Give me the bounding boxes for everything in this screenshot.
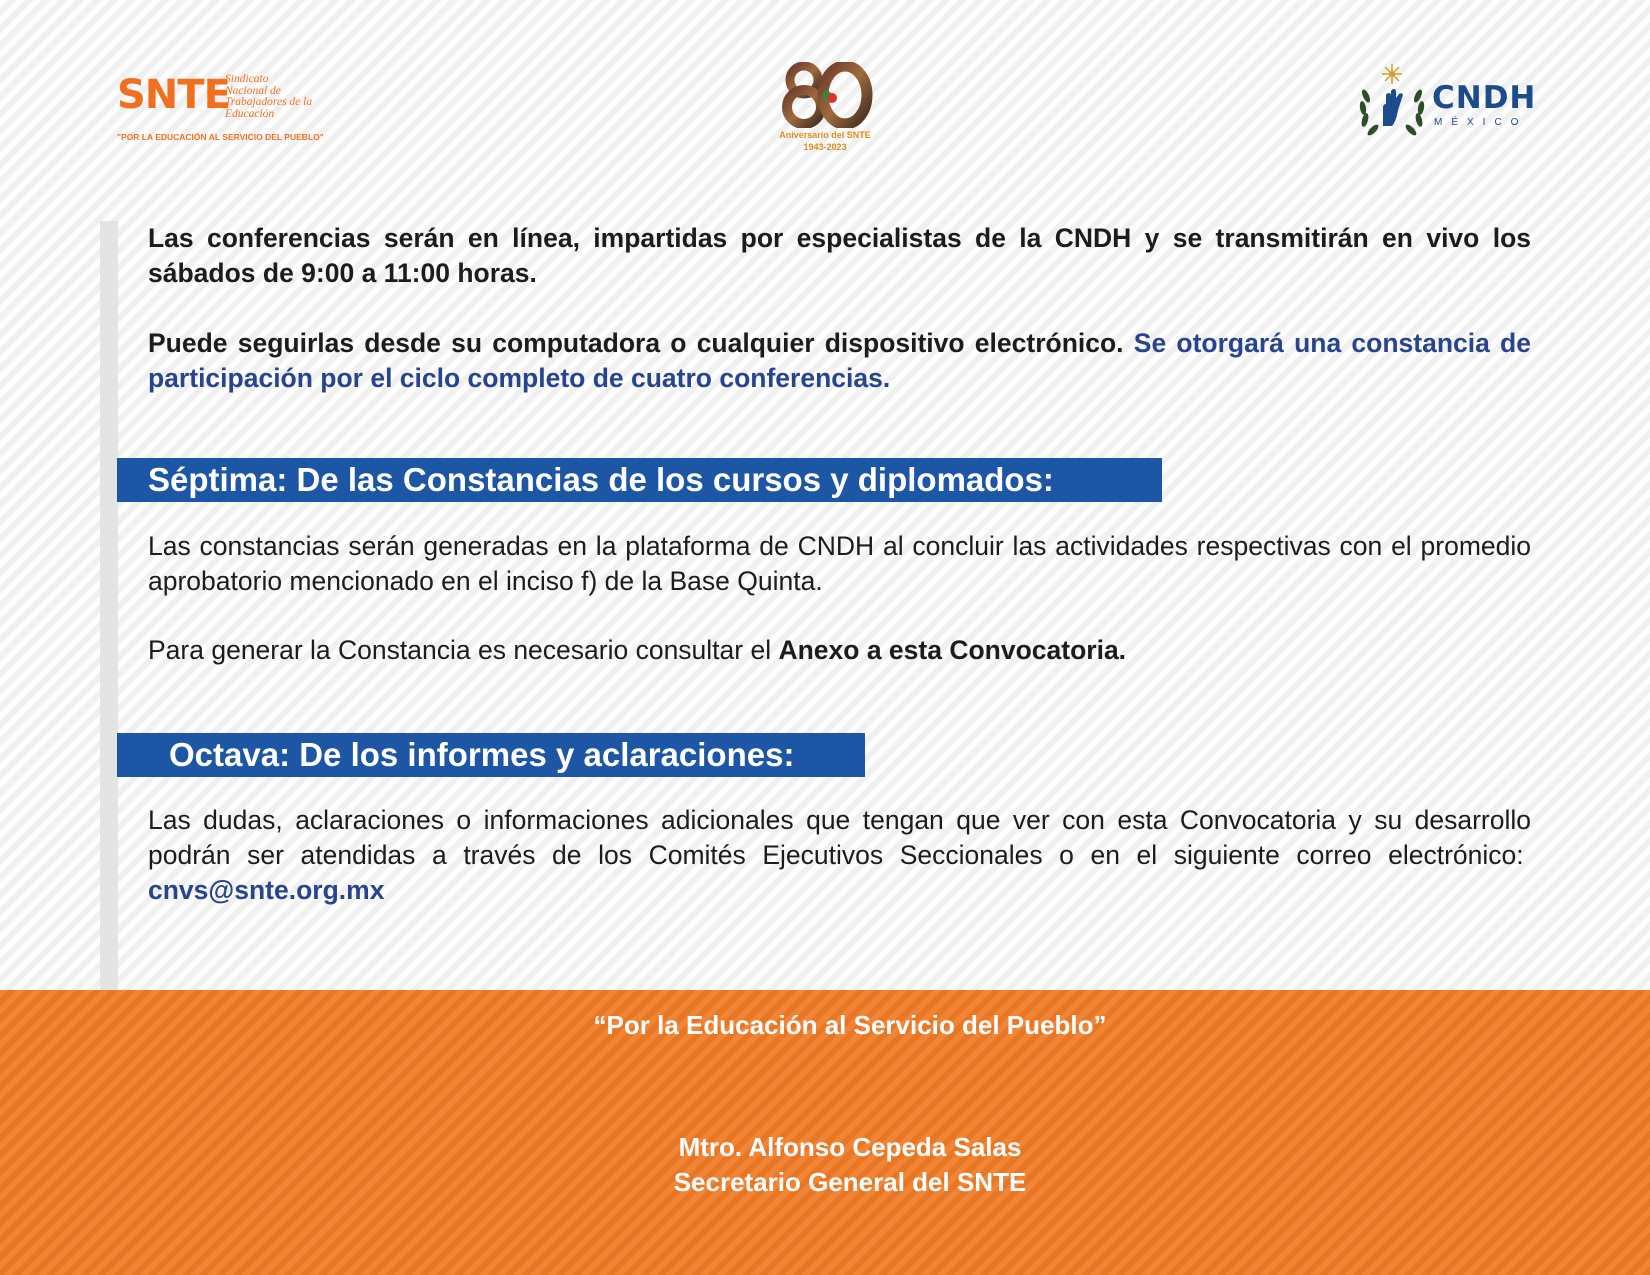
cndh-logo xyxy=(1352,62,1537,140)
conferences-device-lead: Puede seguirlas desde su computadora o cualquier dispositivo electrónico. xyxy=(148,328,1124,358)
conferences-device-paragraph xyxy=(148,326,1531,396)
anniversary-caption-1: Aniversario del SNTE xyxy=(779,130,871,140)
cndh-logo-abbr: CNDH xyxy=(1432,80,1537,116)
snte-logo-fullname: Sindicato Nacional de Trabajadores de la Educación xyxy=(225,73,313,120)
cndh-logo-country: MÉXICO xyxy=(1434,117,1528,128)
section-octava-title: Octava: De los informes y aclaraciones: xyxy=(117,733,865,777)
anniversary-80-logo xyxy=(770,62,880,152)
footer-band xyxy=(0,990,1650,1275)
septima-annex-lead: Para generar la Constancia es necesario consultar el xyxy=(148,635,772,665)
anniversary-80-emblem-icon xyxy=(775,62,875,128)
octava-text: Las dudas, aclaraciones o informaciones adicionales que tengan que ver con esta Convocatoria y su desarrollo podrán ser atendidas a través de los Comités Ejecutivos Seccionales o en el siguiente correo electrónico: xyxy=(148,805,1531,870)
snte-logo-slogan: "POR LA EDUCACIÓN AL SERVICIO DEL PUEBLO" xyxy=(117,132,324,142)
septima-annex-paragraph xyxy=(148,633,1531,668)
footer-slogan: “Por la Educación al Servicio del Pueblo” xyxy=(593,1010,1107,1040)
snte-logo-abbr: SNTE xyxy=(117,72,230,118)
octava-paragraph xyxy=(148,803,1531,908)
anniversary-caption-2: 1943-2023 xyxy=(803,142,847,152)
left-accent-rule xyxy=(100,221,118,992)
septima-paragraph: Las constancias serán generadas en la plataforma de CNDH al concluir las actividades respectivas con el promedio aprobatorio mencionado en el inciso f) de la Base Quinta. xyxy=(148,531,1531,596)
contact-email-link[interactable]: cnvs@snte.org.mx xyxy=(148,875,385,905)
section-septima-title: Séptima: De las Constancias de los cursos y diplomados: xyxy=(117,458,1162,502)
conferences-certificate-note: Se otorgará una constancia de participación por el ciclo completo de cuatro conferencias. xyxy=(148,328,1531,393)
signer-title: Secretario General del SNTE xyxy=(673,1167,1027,1197)
signer-name: Mtro. Alfonso Cepeda Salas xyxy=(678,1132,1022,1162)
conferences-paragraph: Las conferencias serán en línea, impartidas por especialistas de la CNDH y se transmitirán en vivo los sábados de 9:00 a 11:00 horas. xyxy=(148,223,1531,288)
cndh-laurel-hand-icon xyxy=(1352,62,1432,140)
annex-reference: Anexo a esta Convocatoria. xyxy=(778,635,1127,665)
snte-logo xyxy=(117,70,347,145)
